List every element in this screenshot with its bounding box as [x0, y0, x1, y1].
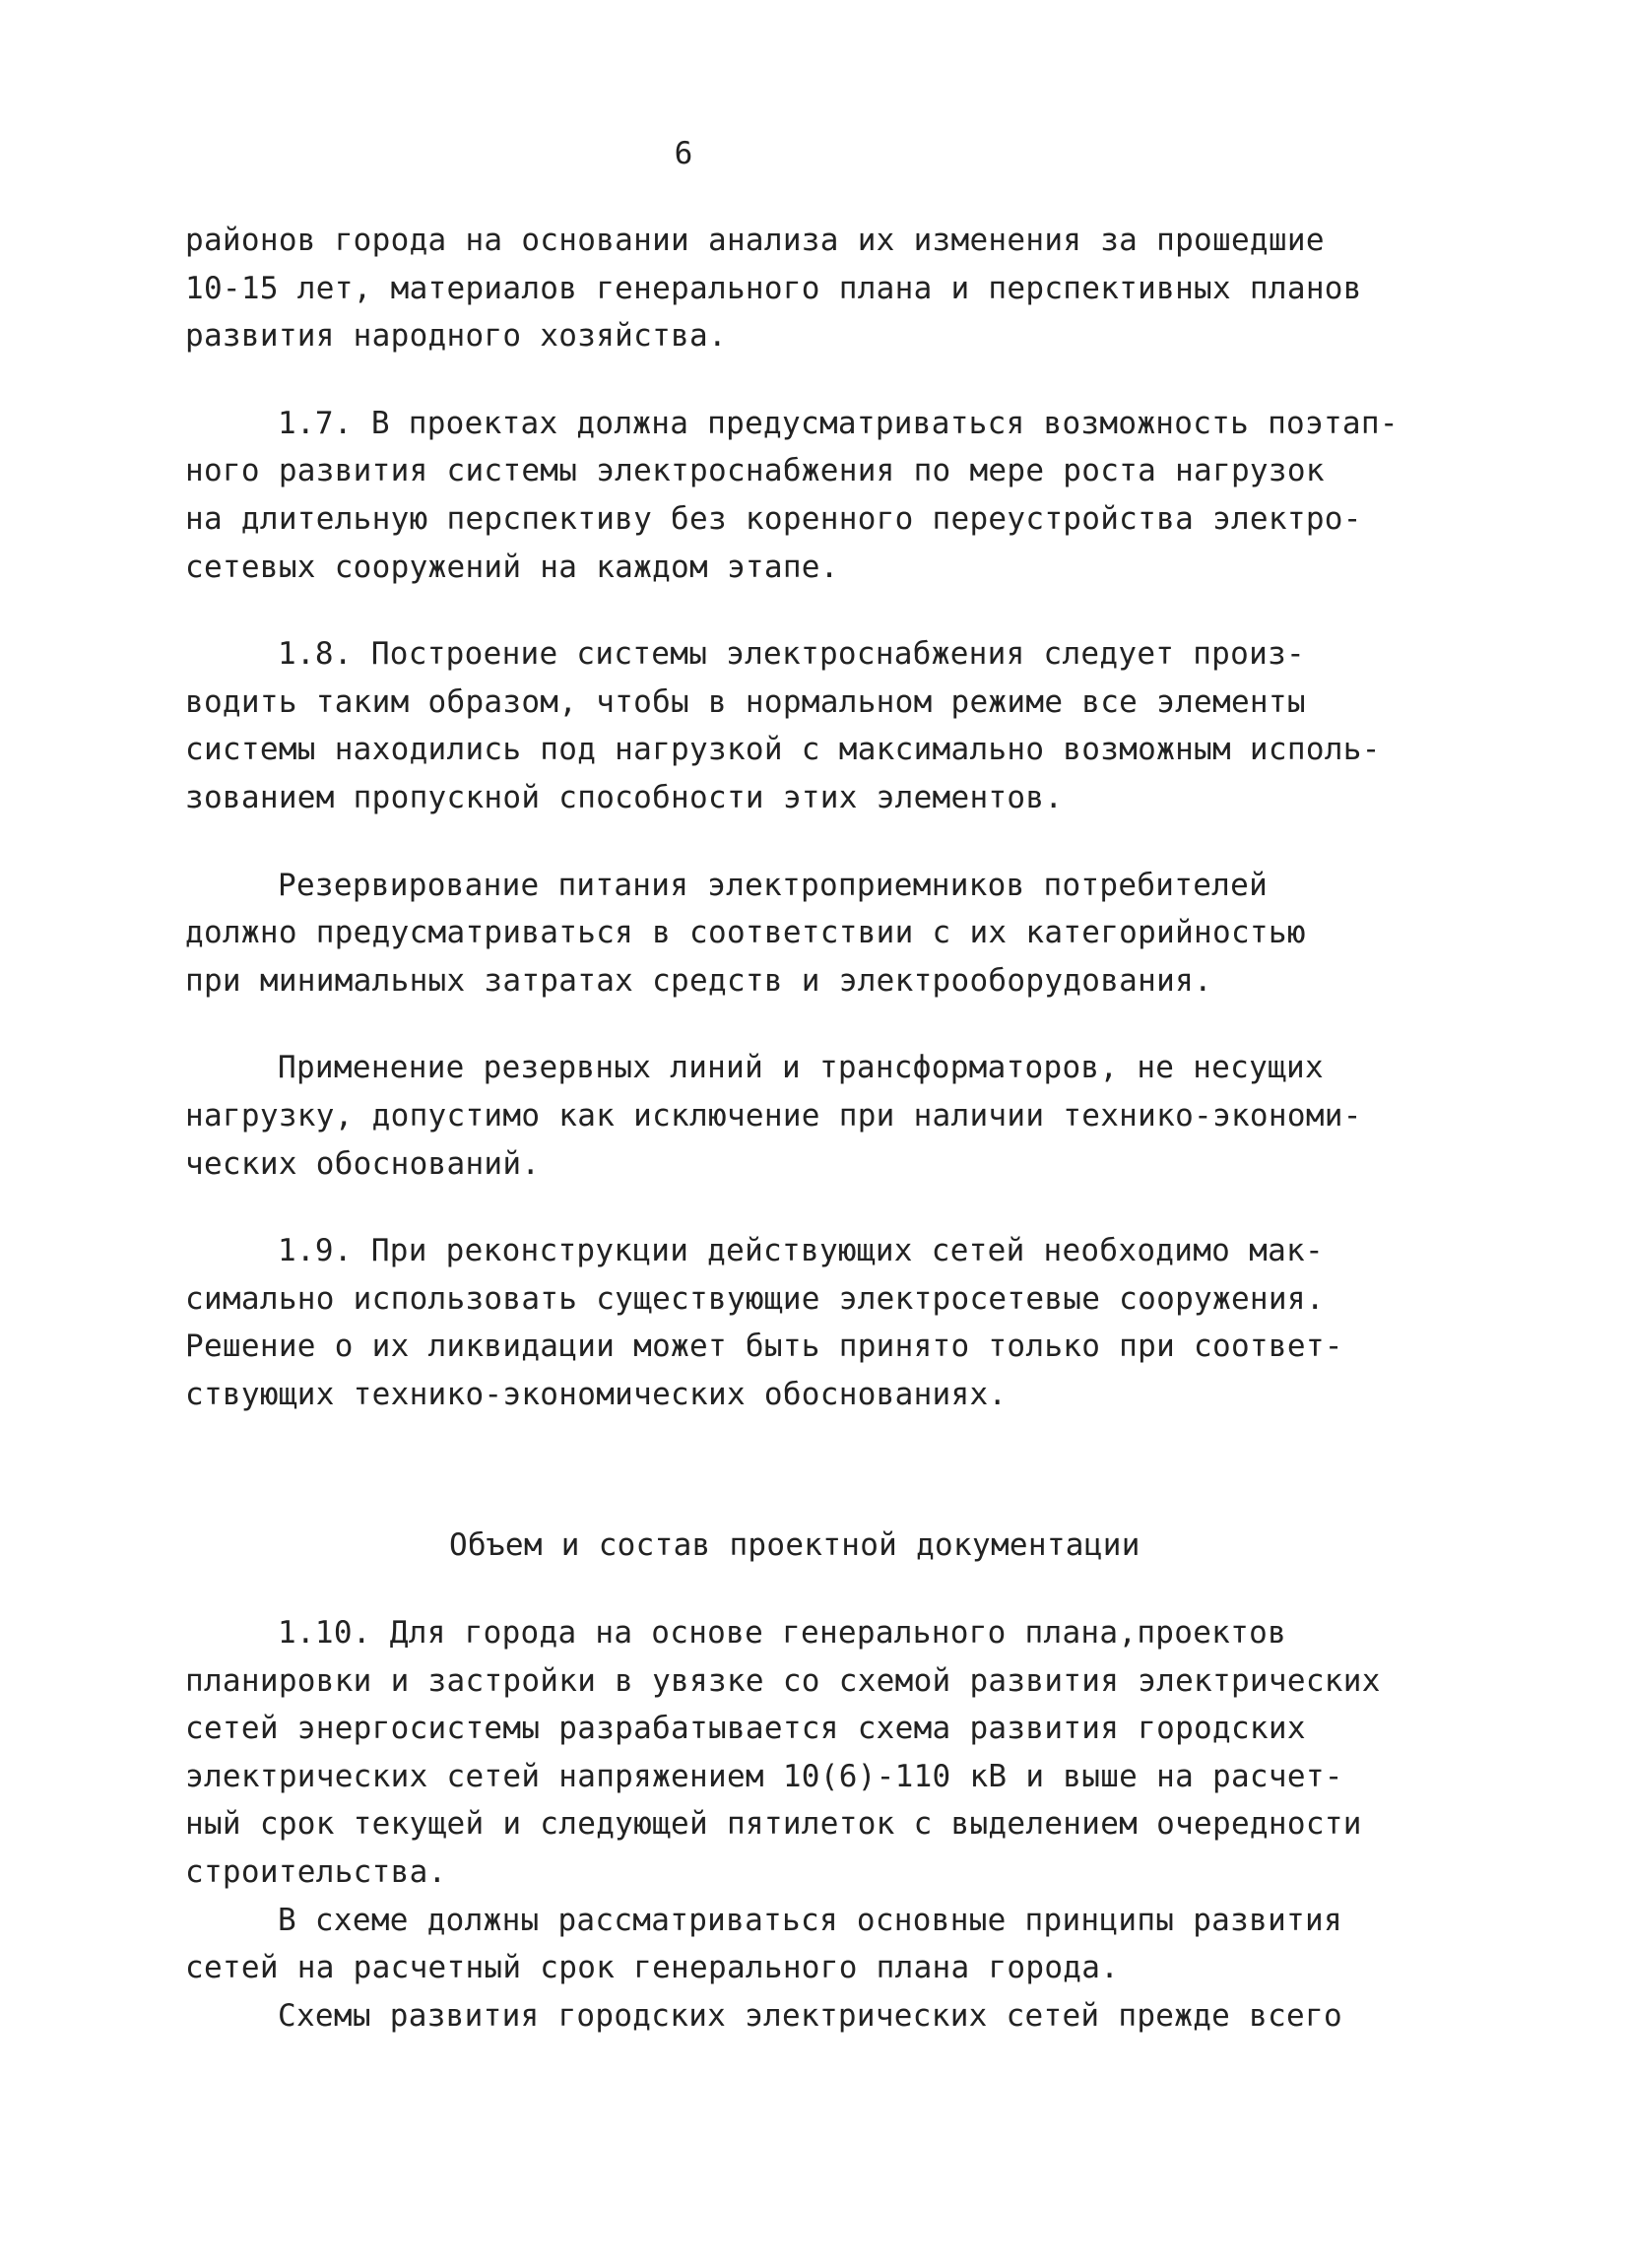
text-line: электрических сетей напряжением 10(6)-110 кВ и выше на расчет- [185, 1758, 1343, 1794]
text-line: 1.10. Для города на основе генерального плана,проектов [278, 1615, 1287, 1652]
paragraph-1-9 [185, 1227, 1475, 1418]
text-line: на длительную перспективу без коренного переустройства электро- [185, 500, 1362, 537]
text-line: системы находились под нагрузкой с максимально возможным исполь- [185, 732, 1381, 768]
page-number: 6 [674, 136, 693, 171]
text-line: ствующих технико-экономических обоснованиях. [185, 1376, 1008, 1412]
text-line: Резервирование питания электроприемников потребителей [278, 867, 1269, 903]
text-line: 1.9. При реконструкции действующих сетей необходимо мак- [278, 1233, 1324, 1269]
text-line: В схеме должны рассматриваться основные принципы развития [278, 1902, 1342, 1938]
text-line: планировки и застройки в увязке со схемой развития электрических [185, 1662, 1381, 1699]
paragraph [185, 217, 1475, 360]
text-line: 1.8. Построение системы электроснабжения следует произ- [278, 636, 1305, 673]
text-line: нагрузку, допустимо как исключение при наличии технико-экономи- [185, 1097, 1362, 1134]
document-body [185, 217, 1475, 2040]
section-heading: Объем и состав проектной документации [449, 1527, 1140, 1564]
paragraph-1-10 [185, 1609, 1475, 1897]
paragraph [185, 1992, 1475, 2041]
paragraph [185, 1044, 1475, 1188]
text-line: должно предусматриваться в соответствии с их категорийностью [185, 915, 1306, 951]
text-line: сетей на расчетный срок генерального плана города. [185, 1950, 1120, 1986]
text-line: Решение о их ликвидации может быть принято только при соответ- [185, 1328, 1343, 1365]
text-line: водить таким образом, чтобы в нормальном режиме все элементы [185, 683, 1306, 720]
paragraph-1-7 [185, 400, 1475, 591]
text-line: ческих обоснований. [185, 1145, 541, 1182]
text-line: Применение резервных линий и трансформаторов, не несущих [278, 1050, 1324, 1086]
text-line: при минимальных затратах средств и электрооборудования. [185, 962, 1212, 999]
text-line: ного развития системы электроснабжения по мере роста нагрузок [185, 453, 1325, 489]
text-line: строительства. [185, 1854, 447, 1891]
text-line: зованием пропускной способности этих элементов. [185, 779, 1064, 815]
text-line: Схемы развития городских электрических сетей прежде всего [278, 1997, 1342, 2034]
text-line: 10-15 лет, материалов генерального плана и перспективных планов [185, 270, 1362, 306]
paragraph [185, 862, 1475, 1005]
text-line: сетей энергосистемы разрабатывается схема развития городских [185, 1711, 1306, 1747]
paragraph-1-8 [185, 630, 1475, 821]
text-line: ный срок текущей и следующей пятилеток с выделением очередности [185, 1806, 1362, 1843]
text-line: развития народного хозяйства. [185, 318, 727, 355]
text-line: районов города на основании анализа их изменения за прошедшие [185, 223, 1325, 258]
text-line: симально использовать существующие электросетевые сооружения. [185, 1280, 1325, 1317]
text-line: 1.7. В проектах должна предусматриваться возможность поэтап- [278, 405, 1399, 441]
paragraph [185, 1897, 1475, 1992]
text-line: сетевых сооружений на каждом этапе. [185, 549, 839, 585]
